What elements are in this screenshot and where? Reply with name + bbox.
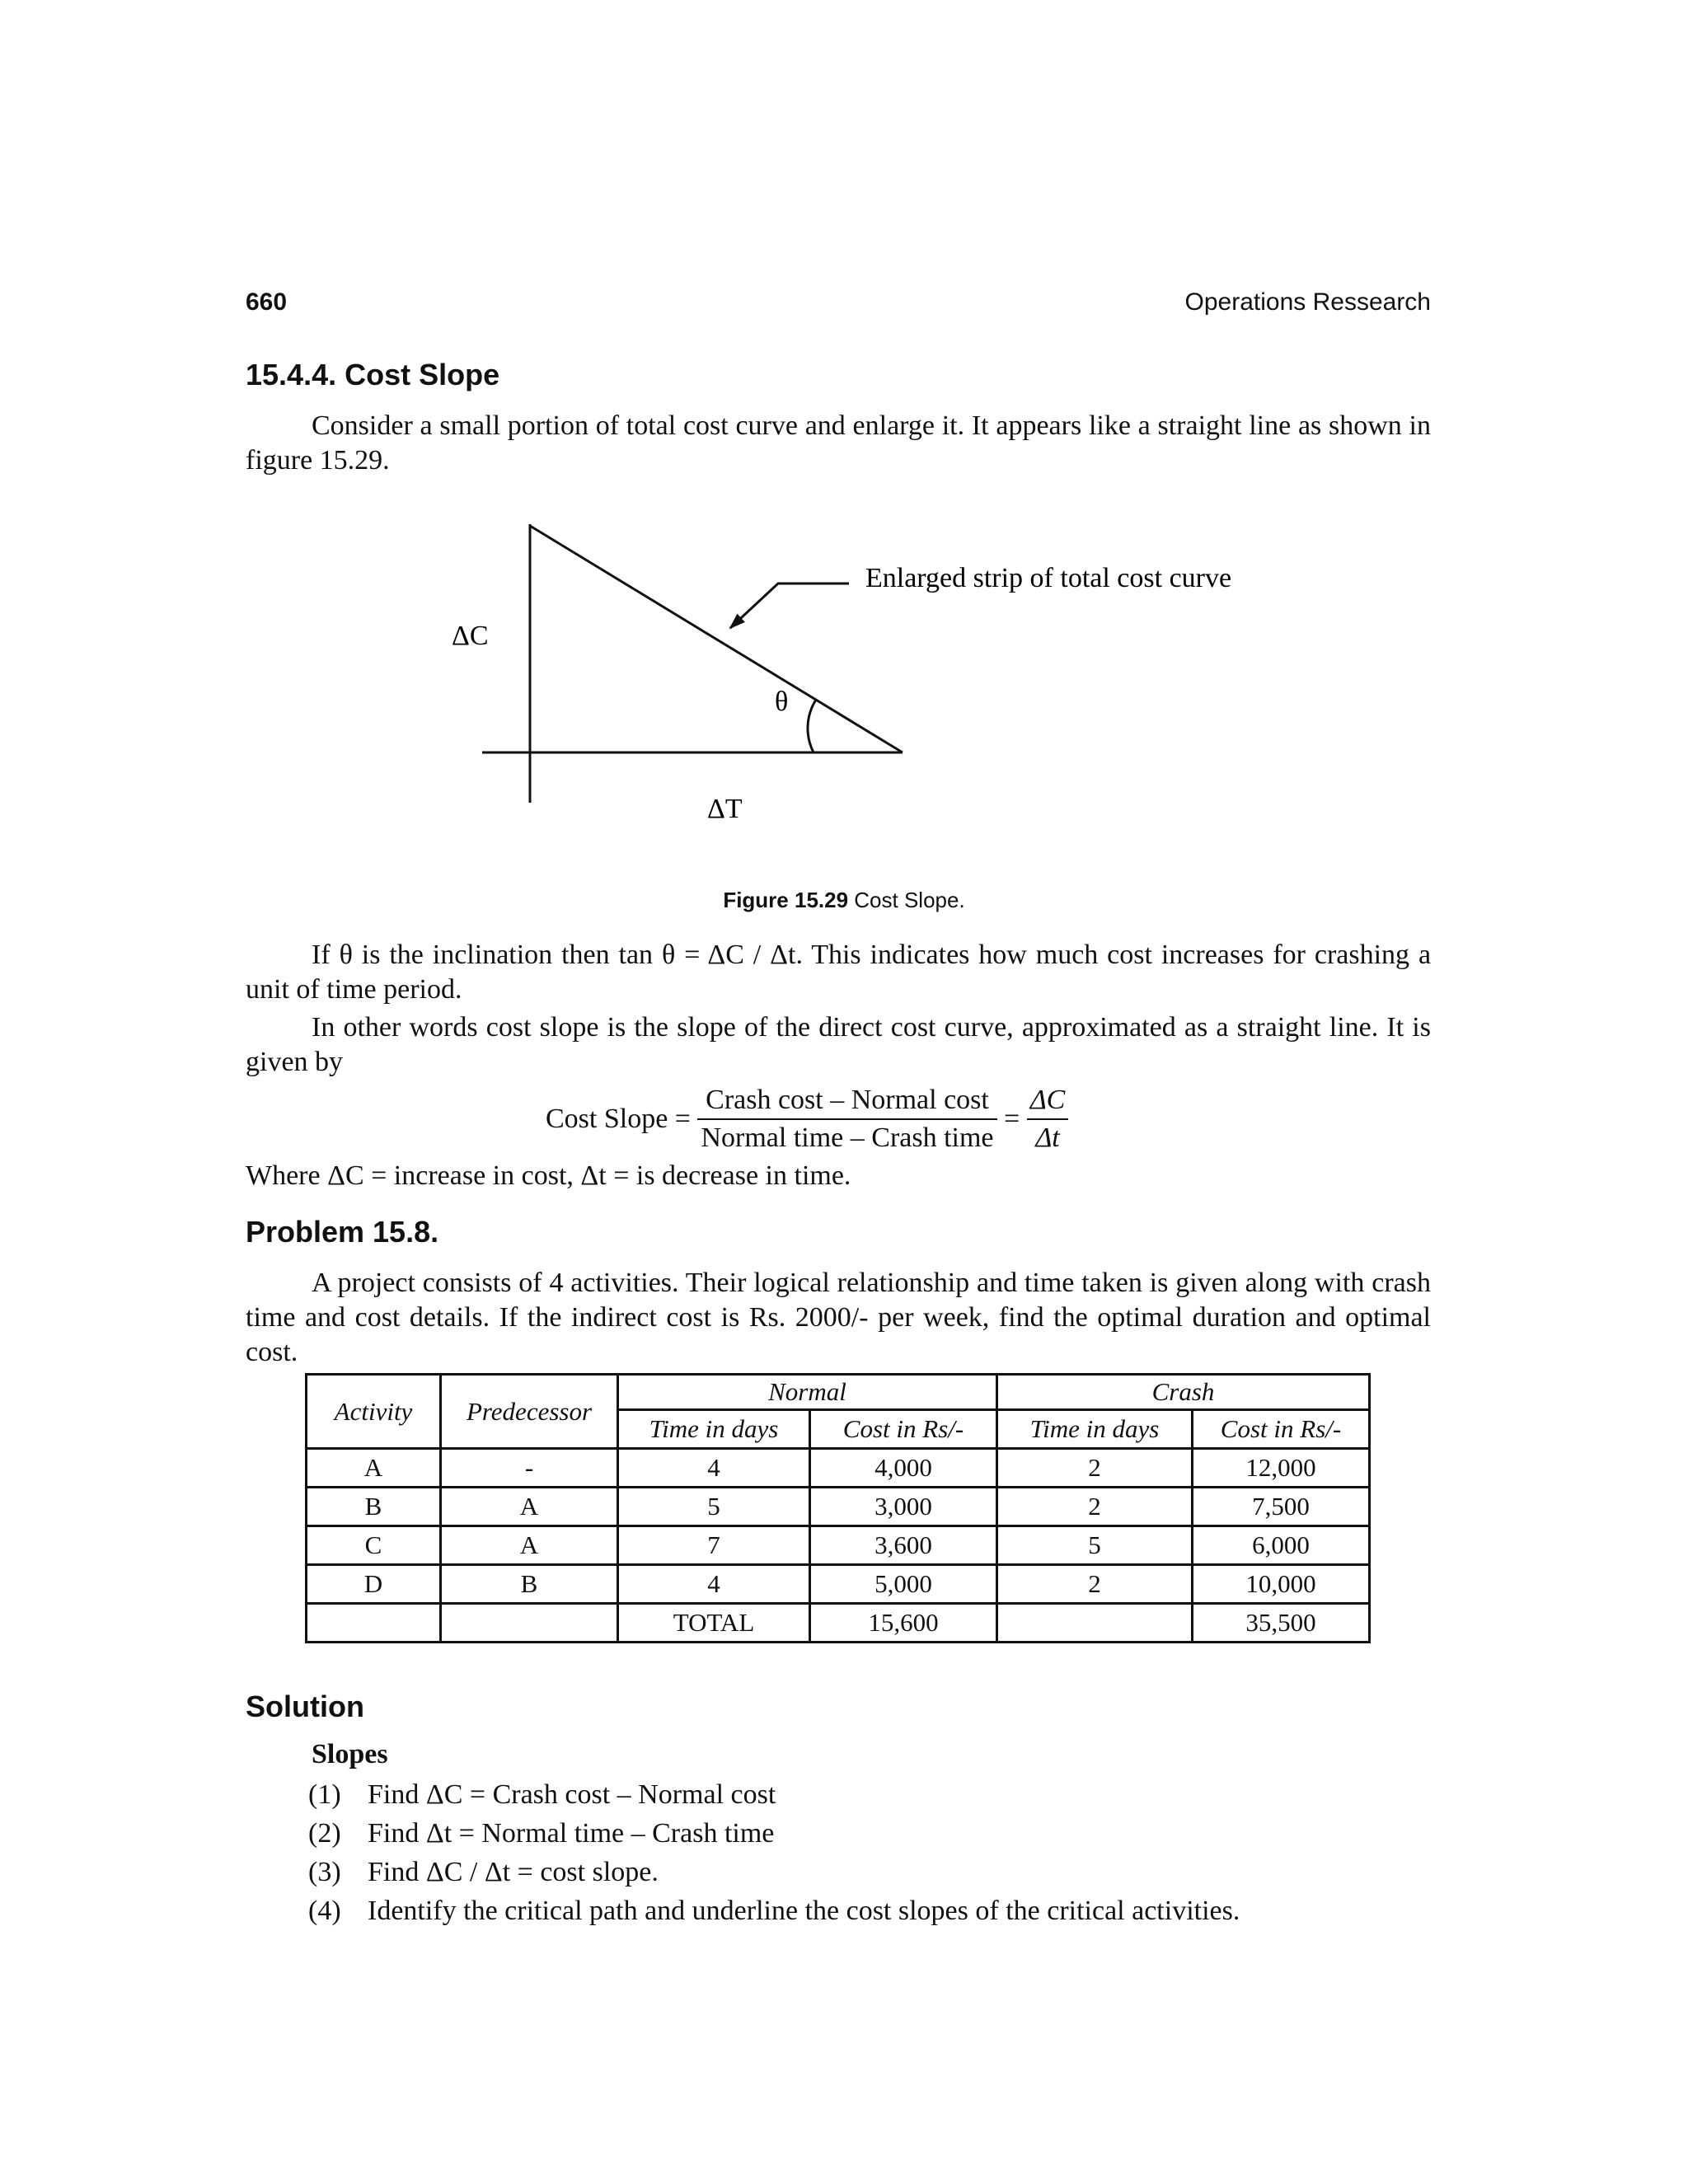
- table-cell: 5: [618, 1488, 810, 1526]
- formula-fraction-main: $\frac{\text{Crash cost – Normal cost}}{\text{Normal time – Crash time}}$: [697, 1082, 996, 1156]
- table-cell: 4,000: [810, 1449, 997, 1488]
- list-item: (3) Find ΔC / Δt = cost slope.: [308, 1857, 659, 1887]
- table-cell: 3,600: [810, 1526, 997, 1565]
- table-cell: 12,000: [1193, 1449, 1370, 1488]
- header-crash-cost: Cost in Rs/-: [1193, 1410, 1370, 1449]
- header-crash: Crash: [997, 1375, 1370, 1410]
- delta-c-label: ΔC: [452, 621, 489, 651]
- table-cell: C: [307, 1526, 441, 1565]
- figure-caption-text: Cost Slope.: [854, 888, 965, 912]
- section-heading: 15.4.4. Cost Slope: [246, 358, 500, 391]
- total-label: TOTAL: [618, 1604, 810, 1643]
- inclination-paragraph: If θ is the inclination then tan θ = ΔC / Δt. This indicates how much cost increases for crashing a unit of time period.: [246, 940, 1432, 1005]
- total-crash-cost: 35,500: [1193, 1604, 1370, 1643]
- table-row: [307, 1449, 1370, 1488]
- figure-caption: [0, 888, 1688, 913]
- header-normal: Normal: [618, 1375, 997, 1410]
- table-cell: 5: [997, 1526, 1193, 1565]
- cost-slope-definition: In other words cost slope is the slope of the direct cost curve, approximated as a straight line. It is given by: [246, 1012, 1431, 1077]
- table-cell: 3,000: [810, 1488, 997, 1526]
- table-cell: [997, 1604, 1193, 1643]
- section-intro: Consider a small portion of total cost curve and enlarge it. It appears like a straight line as shown in figure 15.29.: [246, 410, 1431, 476]
- cost-curve-strip: [530, 526, 903, 752]
- cost-slope-figure: [0, 0, 1688, 923]
- table-row: [307, 1488, 1370, 1526]
- header-normal-cost: Cost in Rs/-: [810, 1410, 997, 1449]
- header-normal-time: Time in days: [618, 1410, 810, 1449]
- header-crash-time: Time in days: [997, 1410, 1193, 1449]
- table-cell: [307, 1604, 441, 1643]
- cost-slope-formula: Cost Slope = $\frac{\text{Crash cost – Normal cost}}{\text{Normal time – Crash time}}$ = $\frac{\Delta C}{\Delta t}$: [546, 1082, 1068, 1156]
- table-cell: 7,500: [1193, 1488, 1370, 1526]
- table-cell: 6,000: [1193, 1526, 1370, 1565]
- table-cell: B: [307, 1488, 441, 1526]
- list-item: (1) Find ΔC = Crash cost – Normal cost: [308, 1779, 776, 1810]
- list-item: (4) Identify the critical path and underline the cost slopes of the critical activities.: [308, 1896, 1240, 1926]
- curve-annotation: Enlarged strip of total cost curve: [865, 563, 1232, 593]
- table-cell: A: [307, 1449, 441, 1488]
- table-cell: [441, 1604, 618, 1643]
- formula-fraction-delta: $\frac{\Delta C}{\Delta t}$: [1027, 1082, 1069, 1156]
- activity-table: [305, 1373, 1371, 1643]
- running-header-title: Operations Ressearch: [1184, 288, 1431, 316]
- table-cell: -: [441, 1449, 618, 1488]
- formula-where: Where ΔC = increase in cost, Δt = is decrease in time.: [246, 1160, 851, 1191]
- problem-heading: Problem 15.8.: [246, 1215, 439, 1249]
- table-cell: 2: [997, 1488, 1193, 1526]
- page-number: 660: [246, 288, 288, 316]
- table-total-row: [307, 1604, 1370, 1643]
- table-row: [307, 1565, 1370, 1604]
- solution-steps: [308, 1775, 1240, 1930]
- cost-slope-diagram: [0, 0, 1688, 923]
- table-cell: A: [441, 1488, 618, 1526]
- annotation-leader-arrow: [730, 583, 849, 628]
- slopes-subheading: Slopes: [312, 1739, 388, 1769]
- total-normal-cost: 15,600: [810, 1604, 997, 1643]
- table-cell: B: [441, 1565, 618, 1604]
- solution-heading: Solution: [246, 1690, 364, 1723]
- header-predecessor: Predecessor: [441, 1375, 618, 1449]
- table-cell: 5,000: [810, 1565, 997, 1604]
- activity-table-wrapper: [305, 1373, 1371, 1643]
- table-row: [307, 1526, 1370, 1565]
- table-cell: 2: [997, 1449, 1193, 1488]
- header-activity: Activity: [307, 1375, 441, 1449]
- table-cell: 7: [618, 1526, 810, 1565]
- table-cell: 2: [997, 1565, 1193, 1604]
- list-item: (2) Find Δt = Normal time – Crash time: [308, 1818, 775, 1849]
- table-cell: D: [307, 1565, 441, 1604]
- formula-lhs: Cost Slope =: [546, 1104, 691, 1134]
- table-cell: A: [441, 1526, 618, 1565]
- table-cell: 4: [618, 1449, 810, 1488]
- figure-number: Figure 15.29: [723, 888, 849, 912]
- theta-angle-arc: [808, 700, 816, 752]
- problem-statement: A project consists of 4 activities. Their logical relationship and time taken is given along with crash time and cost details. If the indirect cost is Rs. 2000/- per week, find the optimal duration and optimal cost.: [246, 1268, 1431, 1367]
- theta-label: θ: [775, 687, 789, 717]
- table-cell: 10,000: [1193, 1565, 1370, 1604]
- delta-t-label: ΔT: [707, 794, 743, 824]
- table-cell: 4: [618, 1565, 810, 1604]
